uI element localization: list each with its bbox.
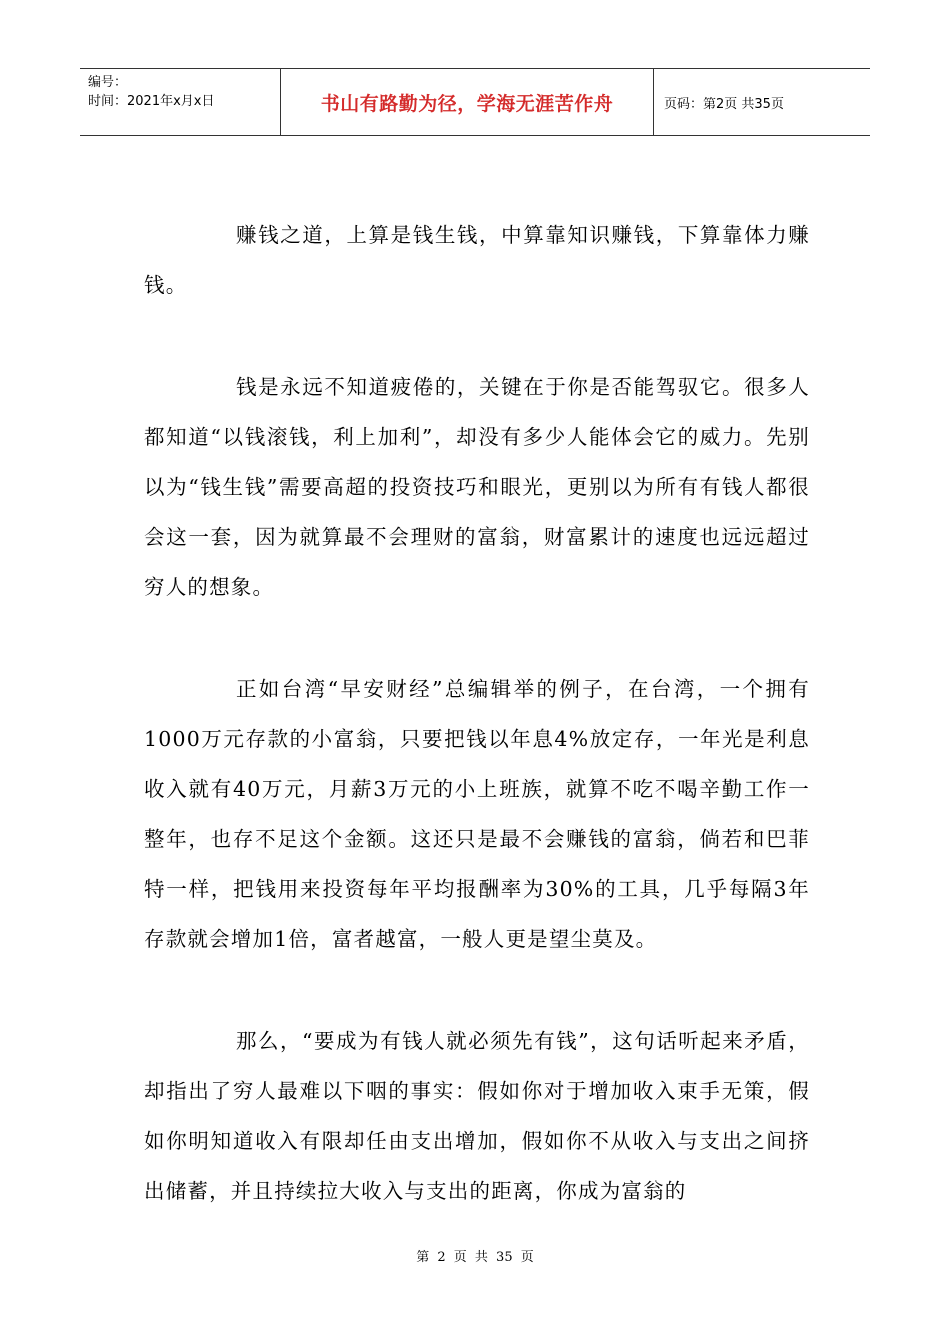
paragraph: 钱是永远不知道疲倦的，关键在于你是否能驾驭它。很多人都知道“以钱滚钱，利上加利”，却没有多少人能体会它的威力。先别以为“钱生钱”需要高超的投资技巧和眼光，更别以为所有有钱人都很会这一套，因为就算最不会理财的富翁，财富累计的速度也远远超过穷人的想象。 (144, 375, 810, 599)
header-motto: 书山有路勤为径，学海无涯苦作舟 (281, 69, 654, 135)
document-body (144, 210, 810, 1268)
document-date-label: 时间：2021年x月x日 (88, 94, 215, 109)
header-meta (80, 69, 281, 135)
paragraph: 那么，“要成为有钱人就必须先有钱”，这句话听起来矛盾，却指出了穷人最难以下咽的事实：假如你对于增加收入束手无策，假如你明知道收入有限却任由支出增加，假如你不从收入与支出之间挤出储蓄，并且持续拉大收入与支出的距离，你成为富翁的 (144, 1029, 810, 1203)
paragraph: 赚钱之道，上算是钱生钱，中算靠知识赚钱，下算靠体力赚钱。 (144, 223, 810, 297)
page-footer: 第 2 页 共 35 页 (416, 1250, 534, 1265)
paragraph: 正如台湾“早安财经”总编辑举的例子，在台湾，一个拥有1000万元存款的小富翁，只要把钱以年息4%放定存，一年光是利息收入就有40万元，月薪3万元的小上班族，就算不吃不喝辛勤工作一整年，也存不足这个金额。这还只是最不会赚钱的富翁，倘若和巴菲特一样，把钱用来投资每年平均报酬率为30%的工具，几乎每隔3年存款就会增加1倍，富者越富，一般人更是望尘莫及。 (144, 677, 810, 951)
document-number-label: 编号： (88, 75, 128, 90)
page-header (80, 68, 870, 136)
header-page-info: 页码：第2页 共35页 (664, 96, 784, 112)
